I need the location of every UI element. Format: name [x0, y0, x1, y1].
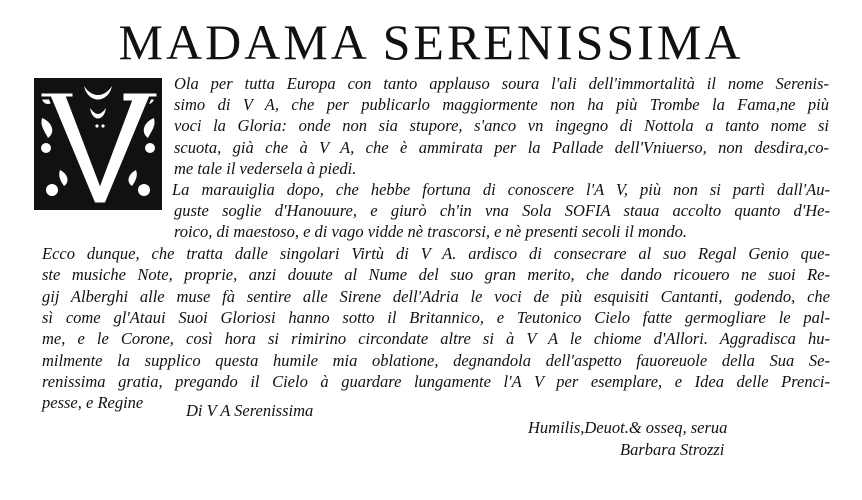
- text-line: Ola per tutta Europa con tanto applauso soura l'ali dell'immortalità il nome Serenis-: [174, 74, 829, 93]
- text-line: simo di V A, che per publicarlo maggiormente non ha più Trombe la Fama,ne più: [174, 95, 829, 114]
- text-line: Ecco dunque, che tratta dalle singolari Virtù di V A. ardisco di consecrare al suo Regal Genio que-: [42, 244, 830, 263]
- signature-line: Humilis,Deuot.& osseq, serua: [528, 418, 728, 437]
- text-line: sì come gl'Ataui Suoi Gloriosi hanno sotto il Britannico, e Teutonico Cielo fatte germogliare le pal-: [42, 308, 830, 327]
- text-line: gij Alberghi alle muse fà sentire alle Sirene dell'Adria le voci de più esquisiti Cantanti, godendo, che: [42, 287, 830, 306]
- text-line: ste musiche Note, proprie, anzi douute al Nume del suo gran merito, che dando ricouero ne suoi Re-: [42, 265, 830, 284]
- text-line: La marauiglia dopo, che hebbe fortuna di conoscere l'A V, più non si partì dall'Au-: [172, 180, 830, 199]
- text-line: pesse, e Regine: [42, 393, 144, 412]
- text-line: me tale il vedersela à piedi.: [174, 159, 357, 178]
- closing-salutation: Di V A Serenissima: [186, 401, 314, 420]
- text-line: roico, di maestoso, e di vago vidde nè trascorsi, e nè presenti secoli il mondo.: [174, 222, 687, 241]
- signature-name: Barbara Strozzi: [620, 440, 725, 459]
- text-line: guste soglie d'Hanouure, e giurò ch'in vna Sola SOFIA staua accolto quanto d'He-: [174, 201, 830, 220]
- text-line: voci la Gloria: onde non sia stupore, s'anco vn ingegno di Nottola a tanto nome si: [174, 116, 829, 135]
- page-title: MADAMA SERENISSIMA: [118, 14, 744, 70]
- text-line: scuota, già che à V A, che è ammirata per la Pallade dell'Vniuerso, non desdira,co-: [174, 138, 829, 157]
- text-line: renissima gratia, pregando il Cielo à guardare lungamente l'A V per esemplare, e Idea delle Prenci-: [42, 372, 830, 391]
- text-line: milmente la supplico questa humile mia oblatione, degnandola dell'aspetto fauoreuole della Sua Se-: [42, 351, 830, 370]
- decorated-initial-v-icon: [34, 78, 162, 210]
- text-line: me, e le Corone, così hora si rimirino circondate altre si à V A le chiome d'Allori. Aggradisca hu-: [42, 329, 830, 348]
